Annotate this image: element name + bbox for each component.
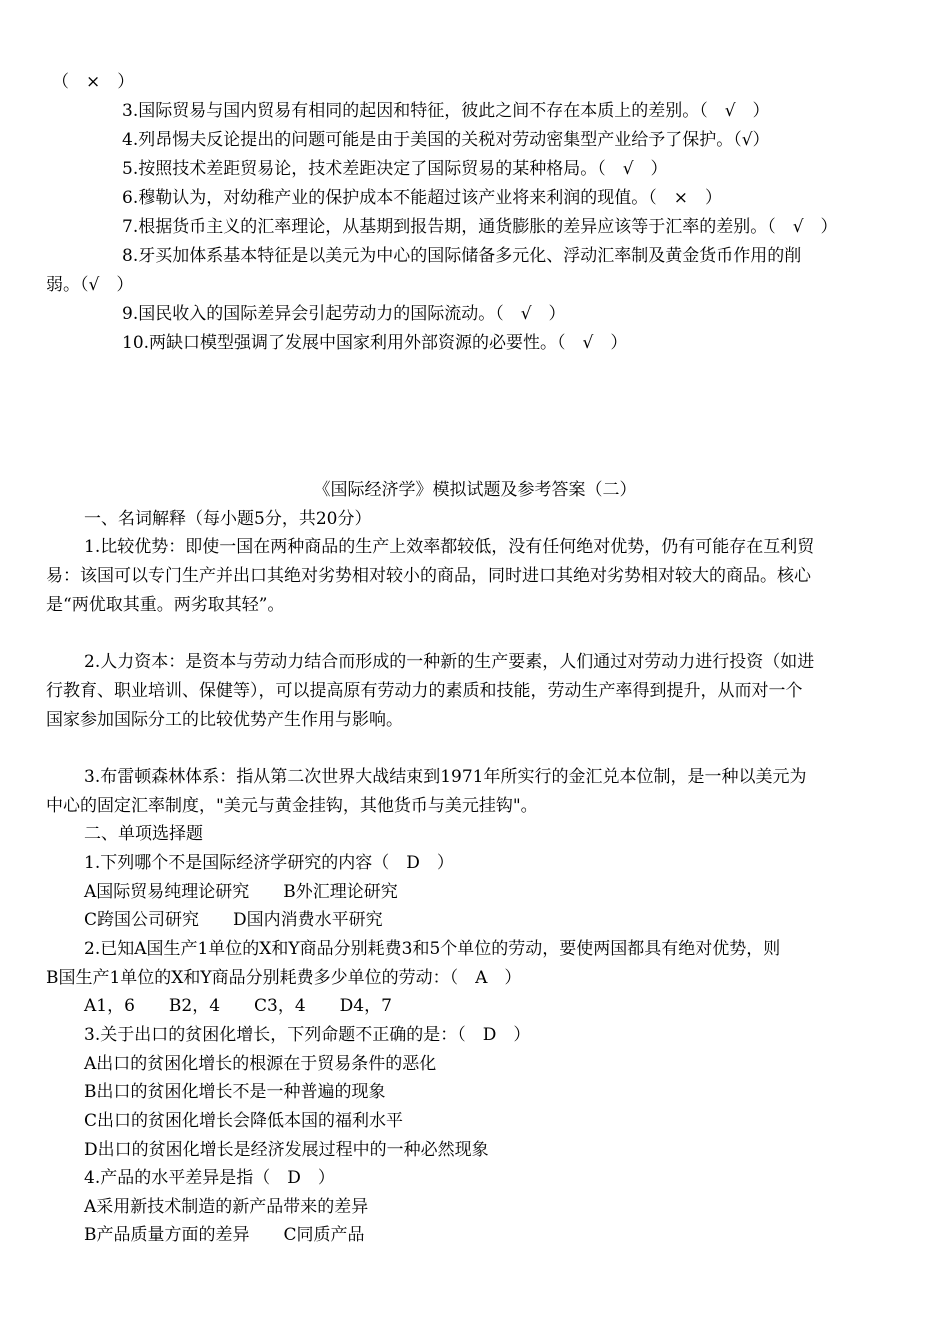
tf-item-8-line2: 弱。（√ ）	[46, 275, 134, 295]
tf-item-6: 6.穆勒认为，对幼稚产业的保护成本不能超过该产业将来利润的现值。（ × ）	[122, 188, 722, 208]
question-2-options: A1，6 B2，4 C3，4 D4，7	[84, 996, 392, 1016]
question-2-line2: B国生产1单位的X和Y商品分别耗费多少单位的劳动：（ A ）	[46, 968, 522, 988]
question-3-option-d: D出口的贫困化增长是经济发展过程中的一种必然现象	[84, 1140, 489, 1160]
exam-title: 《国际经济学》模拟试题及参考答案（二）	[313, 480, 637, 500]
definition-2-line3: 国家参加国际分工的比较优势产生作用与影响。	[46, 710, 403, 730]
definition-1-line1: 1.比较优势：即使一国在两种商品的生产上效率都较低，没有任何绝对优势，仍有可能存在互利贸	[84, 537, 815, 557]
question-4: 4.产品的水平差异是指（ D ）	[84, 1168, 335, 1188]
question-3: 3.关于出口的贫困化增长，下列命题不正确的是：（ D ）	[84, 1025, 531, 1045]
tf-item-5: 5.按照技术差距贸易论，技术差距决定了国际贸易的某种格局。（ √ ）	[122, 159, 668, 179]
definition-2-line2: 行教育、职业培训、保健等），可以提高原有劳动力的素质和技能，劳动生产率得到提升，从而对一个	[46, 681, 803, 701]
question-1-options-ab: A国际贸易纯理论研究 B外汇理论研究	[84, 882, 398, 902]
question-3-option-a: A出口的贫困化增长的根源在于贸易条件的恶化	[84, 1054, 437, 1074]
tf-item-4: 4.列昂惕夫反论提出的问题可能是由于美国的关税对劳动密集型产业给予了保护。（√）	[122, 130, 770, 150]
question-3-option-b: B出口的贫困化增长不是一种普遍的现象	[84, 1082, 386, 1102]
question-4-options-bc: B产品质量方面的差异 C同质产品	[84, 1225, 365, 1245]
section-heading-definitions: 一、名词解释（每小题5分，共20分）	[84, 509, 372, 529]
definition-3-line1: 3.布雷顿森林体系：指从第二次世界大战结束到1971年所实行的金汇兑本位制，是一种以美元为	[84, 767, 807, 787]
question-1-options-cd: C跨国公司研究 D国内消费水平研究	[84, 910, 383, 930]
definition-1-line2: 易：该国可以专门生产并出口其绝对劣势相对较小的商品，同时进口其绝对劣势相对较大的商品。核心	[46, 566, 811, 586]
tf-item-8-line1: 8.牙买加体系基本特征是以美元为中心的国际储备多元化、浮动汇率制及黄金货币作用的削	[122, 246, 802, 266]
question-3-option-c: C出口的贫困化增长会降低本国的福利水平	[84, 1111, 404, 1131]
question-1: 1.下列哪个不是国际经济学研究的内容（ D ）	[84, 853, 454, 873]
definition-2-line1: 2.人力资本：是资本与劳动力结合而形成的一种新的生产要素，人们通过对劳动力进行投资（如进	[84, 652, 815, 672]
question-4-option-a: A采用新技术制造的新产品带来的差异	[84, 1197, 369, 1217]
tf-item-7: 7.根据货币主义的汇率理论，从基期到报告期，通货膨胀的差异应该等于汇率的差别。（ √ ）	[122, 217, 838, 237]
question-2-line1: 2.已知A国生产1单位的X和Y商品分别耗费3和5个单位的劳动，要使两国都具有绝对优势，则	[84, 939, 781, 959]
tf-item-10: 10.两缺口模型强调了发展中国家利用外部资源的必要性。（ √ ）	[122, 333, 628, 353]
tf-item-9: 9.国民收入的国际差异会引起劳动力的国际流动。（ √ ）	[122, 304, 566, 324]
tf-item-3: 3.国际贸易与国内贸易有相同的起因和特征，彼此之间不存在本质上的差别。（ √ ）	[122, 101, 770, 121]
definition-1-line3: 是“两优取其重。两劣取其轻”。	[46, 595, 285, 615]
section-heading-single-choice: 二、单项选择题	[84, 824, 203, 844]
definition-3-line2: 中心的固定汇率制度，"美元与黄金挂钩，其他货币与美元挂钩"。	[46, 796, 538, 816]
answer-mark-continued: （ × ）	[52, 72, 135, 92]
